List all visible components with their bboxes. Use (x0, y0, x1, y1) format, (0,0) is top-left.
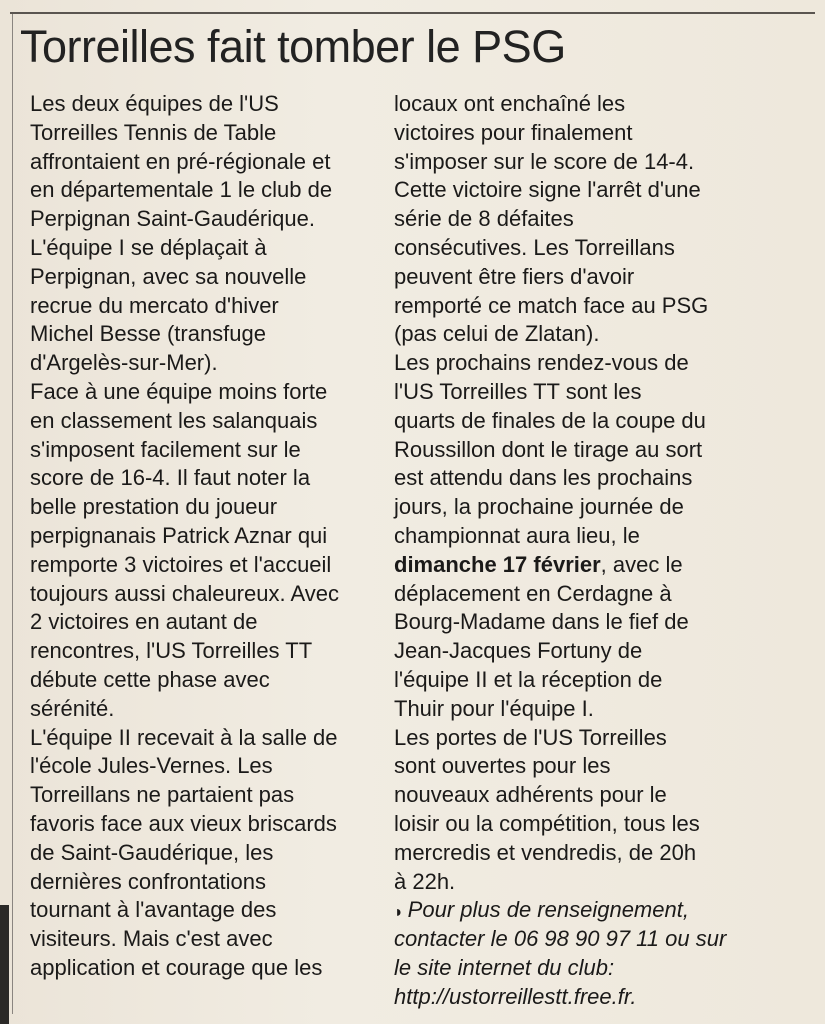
article-text-line: mercredis et vendredis, de 20h (394, 839, 697, 865)
article-text-line: l'équipe II et la réception de (394, 666, 663, 692)
article-text-line: (pas celui de Zlatan). (394, 321, 600, 347)
info-marker-icon: ◗ (394, 904, 404, 922)
article-text-line: Perpignan Saint-Gaudérique. (30, 206, 315, 232)
contact-info-line (394, 954, 754, 983)
article-column-right (394, 90, 754, 1012)
article-text-line: en classement les salanquais (30, 407, 318, 433)
article-text-line: remporté ce match face au PSG (394, 292, 709, 318)
contact-info-text: le site internet du club: (394, 954, 615, 980)
article-text-line: recrue du mercato d'hiver (30, 292, 279, 318)
article-text-line: Torreilles Tennis de Table (30, 119, 277, 145)
article-text-line: Michel Besse (transfuge (30, 321, 266, 347)
article-text-line: application et courage que les (30, 954, 323, 980)
article-text-line: remporte 3 victoires et l'accueil (30, 551, 332, 577)
article-text-line: rencontres, l'US Torreilles TT (30, 638, 313, 664)
article-text-line (394, 551, 754, 580)
contact-info-text: Pour plus de renseignement, (407, 897, 689, 923)
article-text-line: Face à une équipe moins forte (30, 378, 328, 404)
article-text-line: victoires pour finalement (394, 119, 633, 145)
article-text-line: jours, la prochaine journée de (394, 494, 684, 520)
contact-info-line (394, 925, 754, 954)
article-text-line: sérénité. (30, 695, 115, 721)
article-column-left (30, 90, 370, 983)
article-text-line: déplacement en Cerdagne à (394, 580, 672, 606)
article-text-line: Perpignan, avec sa nouvelle (30, 263, 307, 289)
article-text-line: sont ouvertes pour les (394, 753, 611, 779)
article-text-line: nouveaux adhérents pour le (394, 782, 667, 808)
article-text-line: en départementale 1 le club de (30, 177, 333, 203)
article-text-line: l'US Torreilles TT sont les (394, 378, 642, 404)
article-text-line: score de 16-4. Il faut noter la (30, 465, 311, 491)
match-date-tail: , avec le (600, 551, 683, 577)
article-text-line: Thuir pour l'équipe I. (394, 695, 594, 721)
article-text-line: s'imposent facilement sur le (30, 436, 301, 462)
article-text-line: Roussillon dont le tirage au sort (394, 436, 703, 462)
article-text-line: de Saint-Gaudérique, les (30, 839, 274, 865)
contact-info-text: http://ustorreillestt.free.fr. (394, 983, 637, 1009)
article-text-line: Cette victoire signe l'arrêt d'une (394, 177, 701, 203)
article-text-line: Jean-Jacques Fortuny de (394, 638, 643, 664)
article-text-line: d'Argelès-sur-Mer). (30, 350, 218, 376)
contact-info-line (394, 896, 754, 925)
article-text-line: peuvent être fiers d'avoir (394, 263, 635, 289)
article-text-line: visiteurs. Mais c'est avec (30, 926, 273, 952)
left-rule (12, 14, 13, 1014)
article-text-line: affrontaient en pré-régionale et (30, 148, 331, 174)
article-text-line: s'imposer sur le score de 14-4. (394, 148, 695, 174)
article-text-line: débute cette phase avec (30, 666, 270, 692)
article-text-line: Les portes de l'US Torreilles (394, 724, 667, 750)
scan-edge (0, 905, 9, 1024)
article-text-line: L'équipe I se déplaçait à (30, 234, 267, 260)
article-text-line: l'école Jules-Vernes. Les (30, 753, 273, 779)
article-text-line: à 22h. (394, 868, 456, 894)
article-text-line: consécutives. Les Torreillans (394, 234, 675, 260)
article-text-line: belle prestation du joueur (30, 494, 278, 520)
article-text-line: tournant à l'avantage des (30, 897, 277, 923)
article-text-line: Bourg-Madame dans le fief de (394, 609, 689, 635)
contact-info-line (394, 983, 754, 1012)
article-text-line: locaux ont enchaîné les (394, 91, 626, 116)
article-text-line: L'équipe II recevait à la salle de (30, 724, 338, 750)
contact-info-text: contacter le 06 98 90 97 11 ou sur (394, 926, 727, 952)
article-text-line: Les prochains rendez-vous de (394, 350, 689, 376)
article-text-line: est attendu dans les prochains (394, 465, 693, 491)
article-text-line: favoris face aux vieux briscards (30, 810, 337, 836)
article-text-line: Torreillans ne partaient pas (30, 782, 295, 808)
article-text-line: dernières confrontations (30, 868, 267, 894)
article-text-line: 2 victoires en autant de (30, 609, 258, 635)
article-text-line: série de 8 défaites (394, 206, 574, 232)
article-text-line: championnat aura lieu, le (394, 522, 640, 548)
article-text-line: perpignanais Patrick Aznar qui (30, 522, 328, 548)
article-text-line: loisir ou la compétition, tous les (394, 810, 700, 836)
article-text-line: toujours aussi chaleureux. Avec (30, 580, 339, 606)
article-text-line: Les deux équipes de l'US (30, 91, 279, 116)
article-text-line: quarts de finales de la coupe du (394, 407, 706, 433)
article-headline: Torreilles fait tomber le PSG (20, 21, 566, 72)
match-date: dimanche 17 février (394, 551, 601, 577)
